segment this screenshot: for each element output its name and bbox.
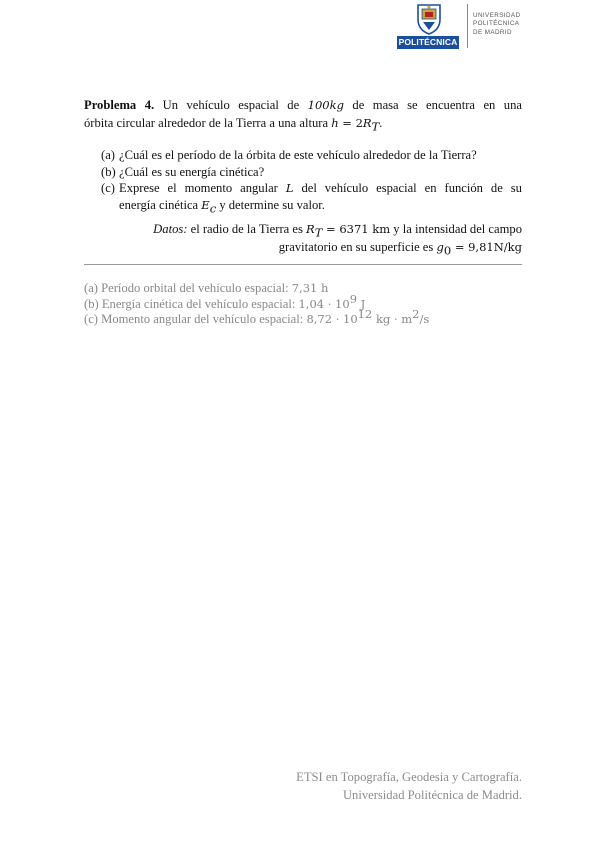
question-b-label: (b) [101,164,116,179]
answer-b-value: 1,04 · 10 [298,296,350,311]
question-a-label: (a) [101,148,115,162]
problem-eq: = 2 [338,115,363,130]
answer-list [84,281,522,328]
problem-text-3: órbita circular alrededor de la Tierra a una altura [84,115,329,130]
question-c-text-3: energía cinética [119,197,199,212]
question-c [84,180,522,216]
answer-a [84,281,522,297]
university-seal-icon [414,2,444,35]
separator-rule [84,264,522,265]
data-text-3: gravitatorio en su superficie es [278,240,434,254]
question-list [84,147,522,216]
data-line-2 [84,238,522,256]
question-a-text: ¿Cuál es el período de la órbita de este vehículo alrededor de la Tierra? [119,148,477,162]
question-a [84,147,522,164]
question-c-line-1 [119,180,522,197]
data-block [84,220,522,256]
data-g-value: = 9,81N/kg [451,240,522,254]
problem-statement [84,97,522,132]
problem-R: R [362,115,372,130]
answer-a-label: (a) [84,281,98,295]
answer-a-value: 7,31 h [291,281,329,295]
data-R: R [306,222,315,236]
problem-R-sub: T [371,119,380,134]
problem-line-2 [84,115,522,133]
answer-c-label: (c) [84,312,98,326]
answer-b [84,291,522,313]
data-text-2: y la intensidad del campo [393,222,522,236]
university-name [473,12,520,37]
problem-period: . [379,115,383,130]
answer-b-label: (b) [84,296,99,311]
footer-line-1: ETSI en Topografía, Geodesia y Cartografía. [296,770,522,784]
question-c-label: (c) [101,181,115,196]
question-c-E: E [201,197,210,212]
data-line-1 [84,220,522,238]
answer-c-exp: 12 [357,306,373,321]
question-c-line-2 [119,197,325,216]
answer-c-unit: kg · m [372,312,413,326]
question-b-text: ¿Cuál es su energía cinética? [119,164,265,179]
problem-line-1 [84,97,522,115]
footer-line-2: Universidad Politécnica de Madrid. [342,788,522,802]
problem-h: h [331,115,339,130]
data-r-value: = 6371 km [322,222,391,236]
data-label: Datos: [153,222,188,236]
answer-b-text: Energía cinética del vehículo espacial: [101,296,296,311]
university-name-line-3: DE MADRID [473,28,512,36]
question-c-L: L [285,181,294,196]
question-c-text-4: y determine su valor. [219,197,325,212]
question-c-text-2: del vehículo espacial en función de su [301,181,522,196]
question-b [84,164,522,181]
question-c-text-1: Exprese el momento angular [119,181,278,196]
answer-a-text: Período orbital del vehículo espacial: [101,281,289,295]
answer-c-unit-2: /s [419,312,430,326]
data-g-sub: 0 [443,243,452,258]
data-text-1: el radio de la Tierra es [190,222,303,236]
problem-text-2: de masa se encuentra en una [352,98,522,112]
logo-bar-text: POLITÉCNICA [398,37,458,47]
question-c-E-sub: c [209,201,217,216]
answer-c-value: 8,72 · 10 [306,312,358,326]
data-R-sub: T [314,225,323,240]
answer-b-exp: 9 [349,291,358,306]
problem-mass: 100kg [307,98,344,112]
problem-label: Problema 4. [84,98,155,112]
problem-text-1: Un vehículo espacial de [162,98,300,112]
logo-divider [467,4,468,48]
data-g: g [436,240,444,254]
answer-c-text: Momento angular del vehículo espacial: [101,312,304,326]
university-name-line-1: UNIVERSIDAD [473,12,521,19]
university-logo [397,2,532,50]
university-name-line-2: POLITÉCNICA [473,20,520,28]
answer-c [84,306,522,328]
page-footer [296,768,522,804]
answer-c-unit-exp: 2 [412,306,420,321]
answer-b-unit: J [357,296,366,311]
